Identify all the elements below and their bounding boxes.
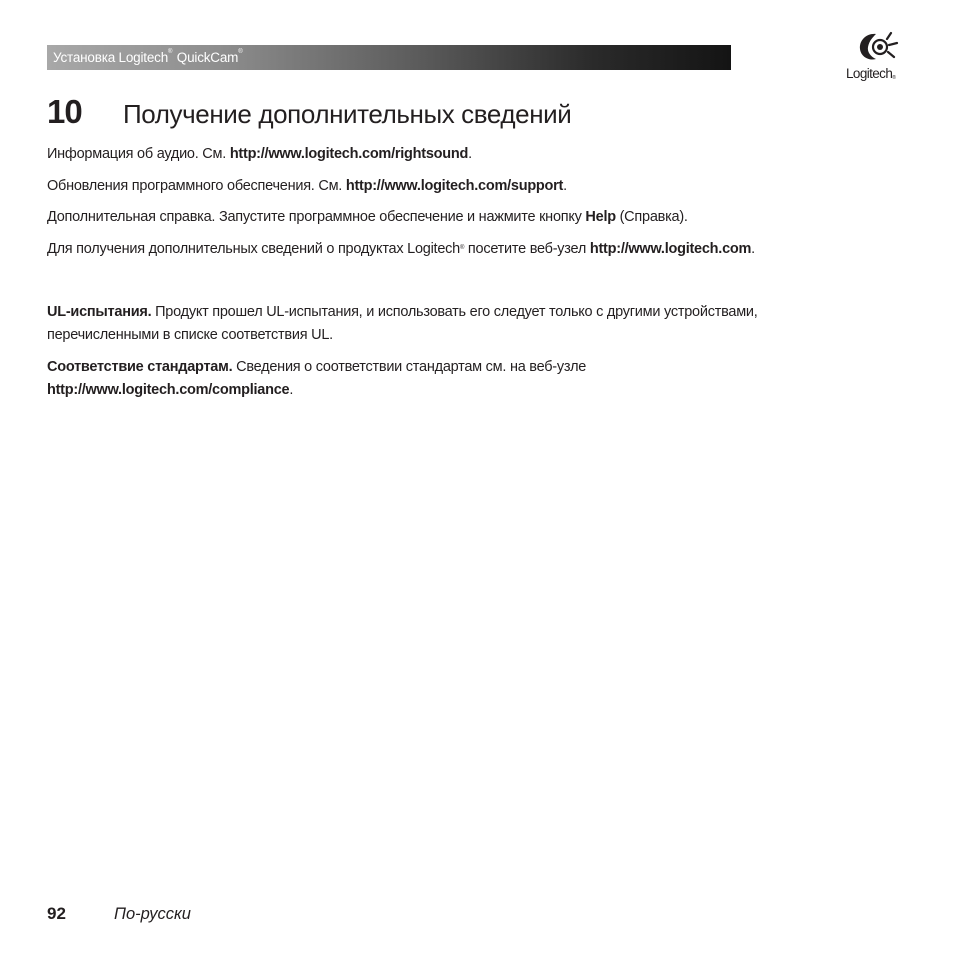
section-number: 10: [47, 93, 82, 130]
ul-testing-paragraph: UL-испытания. Продукт прошел UL-испытания, и использовать его следует только с другими устройствами, перечисленными в списке соответствия UL.: [47, 304, 758, 343]
compliance-label: Соответствие стандартам.: [47, 359, 233, 375]
software-updates-paragraph: Обновления программного обеспечения. См. http://www.logitech.com/support.: [47, 178, 567, 194]
header-title: Установка Logitech® QuickCam®: [53, 49, 243, 65]
ul-testing-label: UL-испытания.: [47, 304, 152, 320]
logitech-home-link[interactable]: http://www.logitech.com: [589, 241, 752, 257]
language-label: По-русски: [114, 905, 191, 923]
logitech-logo: [846, 30, 910, 86]
section-title: Получение дополнительных сведений: [123, 99, 572, 129]
support-link[interactable]: http://www.logitech.com/support: [345, 178, 564, 194]
section-header: [47, 93, 571, 133]
products-info-paragraph: Для получения дополнительных сведений о продуктах Logitech® посетите веб-узел http://www.logitech.com.: [47, 241, 755, 257]
page-number: 92: [47, 904, 66, 923]
help-term: Help: [585, 209, 616, 225]
help-paragraph: Дополнительная справка. Запустите программное обеспечение и нажмите кнопку Help (Справка).: [47, 209, 688, 225]
rightsound-link[interactable]: http://www.logitech.com/rightsound: [229, 146, 469, 162]
logo-wordmark: Logitech®: [846, 66, 896, 81]
compliance-paragraph: Соответствие стандартам. Сведения о соответствии стандартам см. на веб-узле http://www.logitech.com/compliance.: [47, 359, 587, 398]
audio-info-paragraph: Информация об аудио. См. http://www.logitech.com/rightsound.: [47, 146, 472, 162]
compliance-link[interactable]: http://www.logitech.com/compliance: [47, 382, 290, 398]
header-bar: [47, 45, 731, 70]
logitech-swirl-icon: [856, 30, 900, 64]
